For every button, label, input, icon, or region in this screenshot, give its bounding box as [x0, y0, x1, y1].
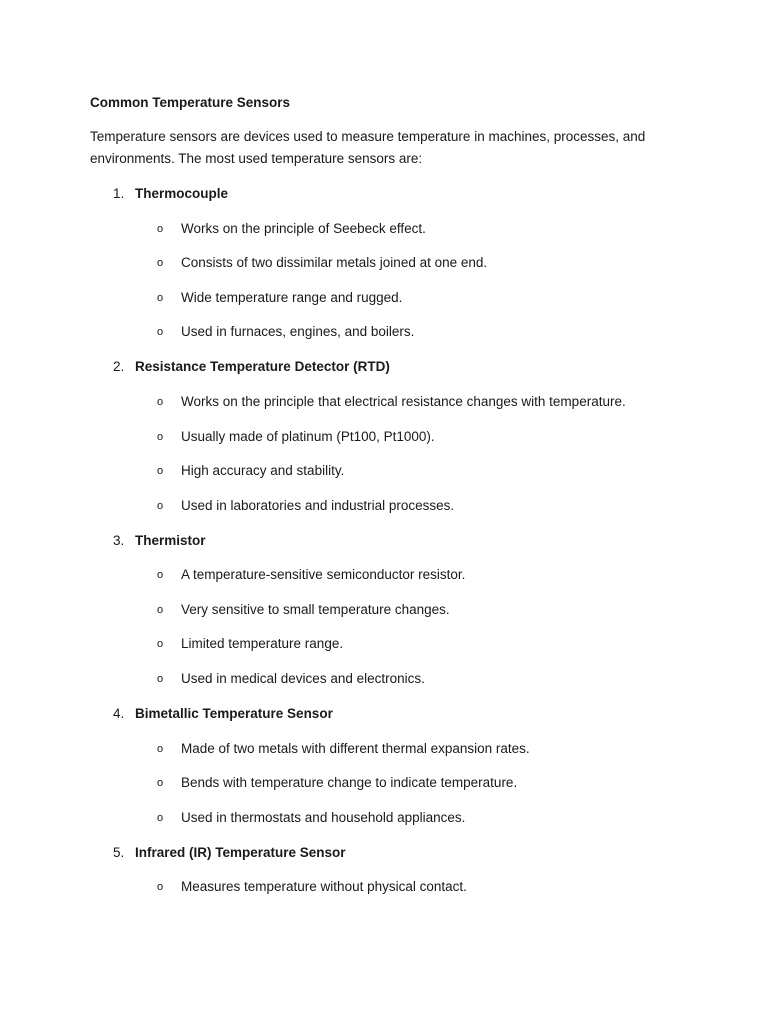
- list-item: [157, 669, 425, 690]
- list-item: [157, 322, 414, 343]
- bullet-icon: o: [157, 777, 164, 789]
- list-item-text: A temperature-sensitive semiconductor resistor.: [181, 567, 466, 582]
- list-item-text: Used in furnaces, engines, and boilers.: [181, 324, 415, 339]
- bullet-icon: o: [157, 604, 164, 616]
- list-item-text: Used in laboratories and industrial processes.: [181, 498, 455, 513]
- bullet-icon: o: [157, 396, 164, 408]
- bullet-icon: o: [157, 569, 164, 581]
- section-heading-text: Resistance Temperature Detector (RTD): [135, 359, 390, 374]
- section-number: 3.: [113, 533, 125, 548]
- list-item-text: Used in medical devices and electronics.: [181, 671, 425, 686]
- list-item-text: Very sensitive to small temperature changes.: [181, 602, 450, 617]
- bullet-icon: o: [157, 292, 164, 304]
- list-item: [157, 427, 435, 448]
- section-number: 4.: [113, 706, 125, 721]
- bullet-icon: o: [157, 257, 164, 269]
- section-heading-infrared: [113, 843, 346, 863]
- list-item-text: Wide temperature range and rugged.: [181, 290, 403, 305]
- list-item-text: Works on the principle of Seebeck effect.: [181, 221, 426, 236]
- list-item: [157, 288, 402, 309]
- list-item: [157, 219, 426, 240]
- section-heading-text: Infrared (IR) Temperature Sensor: [135, 845, 346, 860]
- section-heading-thermocouple: [113, 184, 228, 204]
- list-item-text: High accuracy and stability.: [181, 463, 345, 478]
- section-heading-text: Thermistor: [135, 533, 206, 548]
- bullet-icon: o: [157, 500, 164, 512]
- list-item-text: Usually made of platinum (Pt100, Pt1000).: [181, 429, 435, 444]
- section-heading-rtd: [113, 357, 390, 377]
- list-item: [157, 808, 465, 829]
- section-heading-text: Bimetallic Temperature Sensor: [135, 706, 333, 721]
- bullet-icon: o: [157, 881, 164, 893]
- list-item-text: Consists of two dissimilar metals joined at one end.: [181, 255, 488, 270]
- bullet-icon: o: [157, 673, 164, 685]
- list-item: [157, 565, 465, 586]
- list-item: [157, 773, 517, 794]
- list-item: [157, 600, 450, 621]
- intro-line: Temperature sensors are devices used to measure temperature in machines, processes, and: [90, 129, 646, 144]
- list-item: [157, 392, 626, 413]
- section-heading-thermistor: [113, 531, 206, 551]
- section-number: 1.: [113, 186, 125, 201]
- section-heading-bimetallic: [113, 704, 333, 724]
- bullet-icon: o: [157, 431, 164, 443]
- list-item: [157, 739, 530, 760]
- bullet-icon: o: [157, 465, 164, 477]
- list-item: [157, 253, 487, 274]
- bullet-icon: o: [157, 223, 164, 235]
- list-item-text: Bends with temperature change to indicate temperature.: [181, 775, 518, 790]
- list-item: [157, 877, 467, 898]
- list-item: [157, 634, 343, 655]
- list-item-text: Measures temperature without physical contact.: [181, 879, 467, 894]
- bullet-icon: o: [157, 812, 164, 824]
- section-heading-text: Thermocouple: [135, 186, 229, 201]
- bullet-icon: o: [157, 638, 164, 650]
- document-title: Common Temperature Sensors: [90, 95, 291, 110]
- list-item: [157, 461, 344, 482]
- section-number: 5.: [113, 845, 125, 860]
- bullet-icon: o: [157, 743, 164, 755]
- intro-paragraph: [90, 126, 690, 170]
- section-number: 2.: [113, 359, 125, 374]
- intro-line: environments. The most used temperature sensors are:: [90, 151, 423, 166]
- list-item: [157, 496, 454, 517]
- bullet-icon: o: [157, 326, 164, 338]
- list-item-text: Limited temperature range.: [181, 636, 344, 651]
- list-item-text: Works on the principle that electrical resistance changes with temperature.: [181, 394, 626, 409]
- list-item-text: Made of two metals with different thermal expansion rates.: [181, 741, 530, 756]
- list-item-text: Used in thermostats and household appliances.: [181, 810, 466, 825]
